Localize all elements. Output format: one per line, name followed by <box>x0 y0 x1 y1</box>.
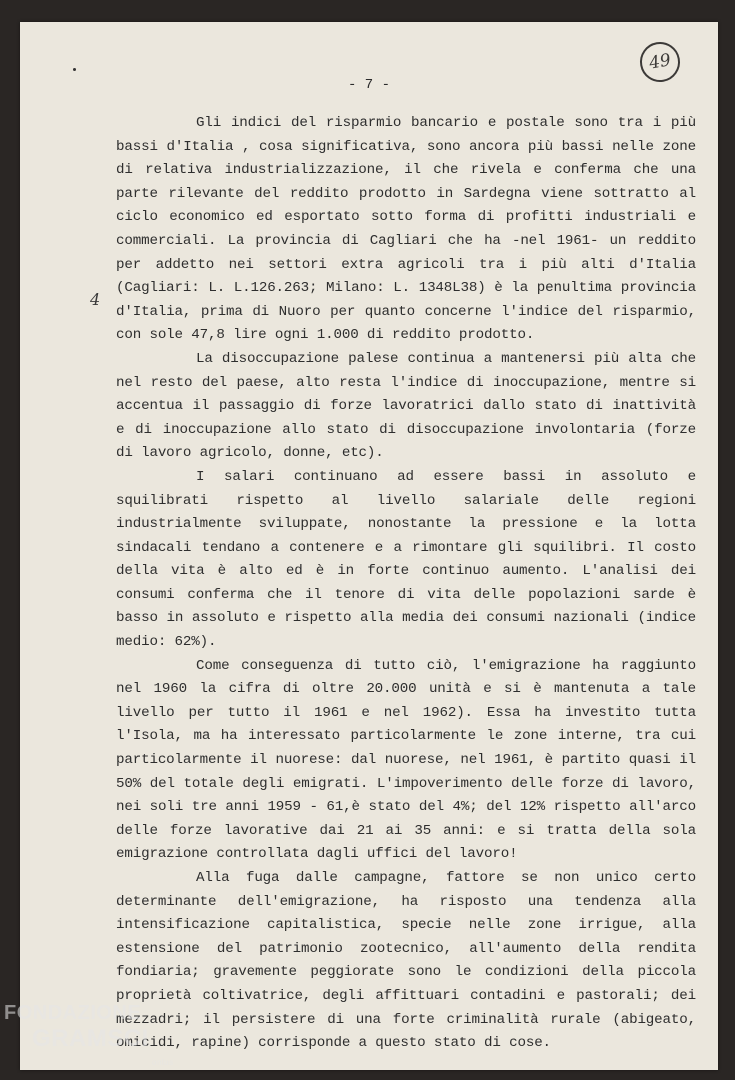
paragraph: Alla fuga dalle campagne, fattore se non unico certo determinante dell'emigrazione, ha risposto una tendenza alla intensificazione capitalistica, specie nelle zone irrigue, alla estensione del patrimonio zootecnico, all'aumento della rendita fondiaria; gravemente peggiorate sono le condizioni della piccola proprietà coltivatrice, degli affittuari contadini e pastorali; dei mezzadri; il persistere di una forte criminalità rurale (abigeato, omicidi, rapine) corrisponde a questo stato di cose. <box>116 870 696 1052</box>
paragraph: Come conseguenza di tutto ciò, l'emigrazione ha raggiunto nel 1960 la cifra di oltre 20.000 unità e si è mantenuta a tale livello per tutto il 1961 e nel 1962). Essa ha investito tutta l'Isola, ma ha interessato particolarmente le zone interne, tra cui particolarmente il nuorese: dal nuorese, nel 1961, è partito quasi il 50% del totale degli emigrati. L'impoverimento delle forze di lavoro, nei soli tre anni 1959 - 61,è stato del 4%; del 12% rispetto all'arco delle forze lavorative dai 21 ai 35 anni: e si tratta della sola emigrazione controllata dagli uffici del lavoro! <box>116 657 696 863</box>
archive-number-stamp: 49 <box>637 39 683 85</box>
page-number: - 7 - <box>347 77 390 93</box>
watermark-line2: GRAMSCI <box>32 1025 149 1052</box>
watermark-logo <box>4 1000 174 1067</box>
margin-annotation: 4 <box>90 290 101 309</box>
ink-dot <box>73 68 76 71</box>
paragraph: Gli indici del risparmio bancario e postale sono tra i più bassi d'Italia , cosa significativa, sono ancora più bassi nelle zone di relativa industrializzazione, il che rivela e conferma che una parte rilevante del reddito prodotto in Sardegna viene sottratto al ciclo economico ed esportato sotto forma di profitti industriali e commerciali. La provincia di Cagliari che ha -nel 1961- un reddito per addetto nei settori extra agricoli tra i più alti d'Italia (Cagliari: L. L.126.263; Milano: L. 1348L38) è la penultima provincia d'Italia, prima di Nuoro per quanto concerne l'indice del risparmio, con sole 47,8 lire ogni 1.000 di reddito prodotto. <box>116 115 696 344</box>
watermark-line3: onlus <box>152 1058 174 1067</box>
paragraph: I salari continuano ad essere bassi in assoluto e squilibrati rispetto al livello salariale delle regioni industrialmente sviluppate, nonostante la pressione e la lotta sindacali tendano a contenere e a rimontare gli squilibri. Il costo della vita è alto ed è in forte continuo aumento. L'analisi dei consumi conferma che il tenore di vita delle popolazioni sarde è basso in assoluto e rispetto alla media dei consumi nazionali (indice medio: 62%). <box>116 468 696 651</box>
watermark-line1: FONDAZIONE <box>4 1002 142 1024</box>
document-page <box>20 22 718 1070</box>
paragraph: La disoccupazione palese continua a mantenersi più alta che nel resto del paese, alto resta l'indice di inoccupazione, mentre si accentua il passaggio di forze lavoratrici dallo stato di inattività e di inoccupazione allo stato di disoccupazione involontaria (forze di lavoro agricolo, donne, etc). <box>116 350 696 462</box>
body-text <box>116 112 696 1056</box>
